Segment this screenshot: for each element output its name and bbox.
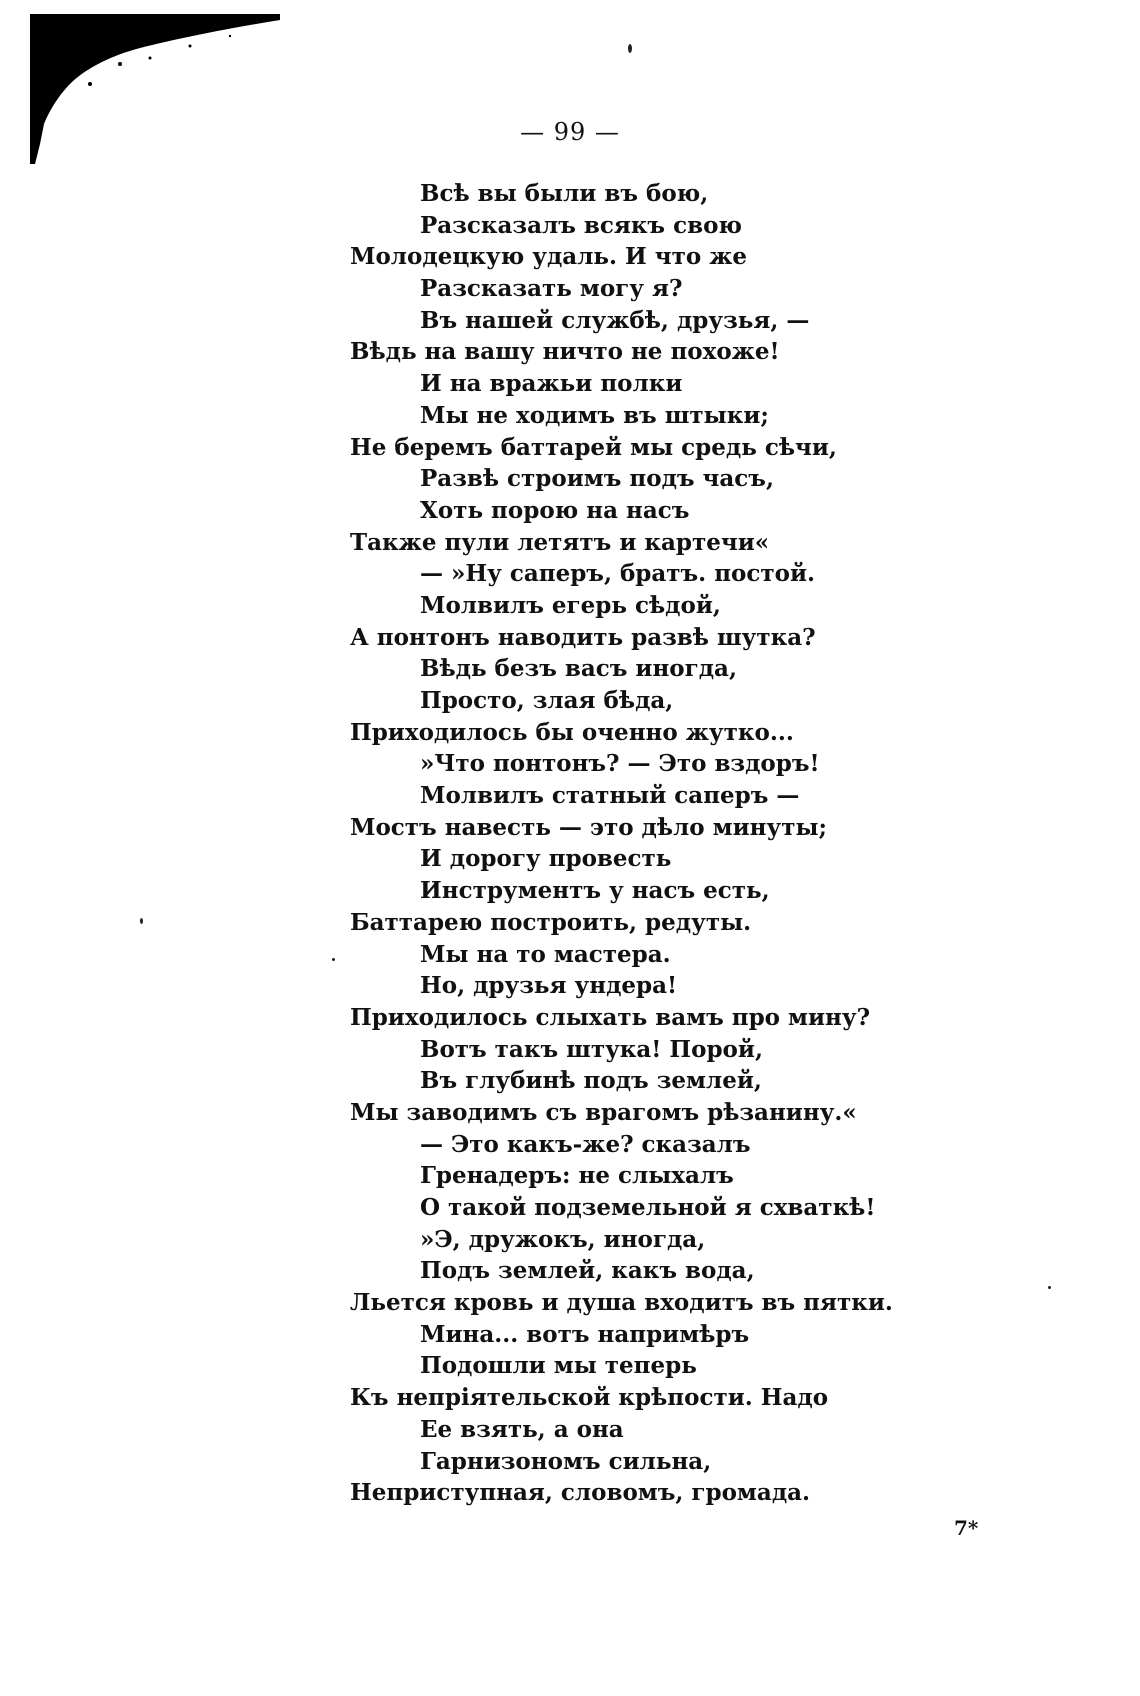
poem-line: — »Ну саперъ, братъ. постой.: [420, 560, 816, 588]
poem-line: Но, друзья ундера!: [420, 972, 678, 1000]
poem-text: [350, 178, 970, 1509]
poem-line: Баттарею построить, редуты.: [350, 908, 752, 936]
poem-line: Приходилось бы оченно жутко...: [350, 718, 794, 746]
poem-line: Мы не ходимъ въ штыки;: [420, 401, 769, 429]
scan-speck: [140, 918, 143, 924]
poem-line: Ее взять, а она: [420, 1415, 624, 1443]
poem-line: И дорогу провесть: [420, 845, 672, 873]
poem-line: Льется кровь и душа входитъ въ пятки.: [350, 1289, 893, 1317]
poem-line: Развѣ строимъ подъ часъ,: [420, 465, 774, 493]
poem-line: Мы на то мастера.: [420, 940, 671, 968]
poem-line: Гарнизономъ сильна,: [420, 1447, 712, 1475]
poem-line: Вѣдь безъ васъ иногда,: [420, 655, 737, 683]
poem-line: Подошли мы теперь: [420, 1352, 697, 1380]
poem-line: Мы заводимъ съ врагомъ рѣзанину.«: [350, 1098, 857, 1126]
poem-line: Мостъ навесть — это дѣло минуты;: [350, 813, 828, 841]
poem-line: А понтонъ наводить развѣ шутка?: [350, 623, 816, 651]
poem-line: Молвилъ егерь сѣдой,: [420, 591, 721, 619]
poem-line: Вотъ такъ штука! Порой,: [420, 1035, 763, 1063]
poem-line: Также пули летятъ и картечи«: [350, 528, 770, 556]
poem-line: Въ глубинѣ подъ землей,: [420, 1067, 762, 1095]
poem-line: Подъ землей, какъ вода,: [420, 1257, 755, 1285]
poem-line: — Это какъ-же? сказалъ: [420, 1130, 751, 1158]
poem-line: Неприступная, словомъ, громада.: [350, 1479, 811, 1507]
poem-line: Разсказалъ всякъ свою: [420, 211, 742, 239]
poem-line: Вѣдь на вашу ничто не похоже!: [350, 338, 780, 366]
poem-line: Молвилъ статный саперъ —: [420, 782, 800, 810]
poem-line: Къ непріятельской крѣпости. Надо: [350, 1384, 829, 1412]
poem-line: Хоть порою на насъ: [420, 496, 690, 524]
poem-line: Въ нашей службѣ, друзья, —: [420, 306, 810, 334]
poem-line: Инструментъ у насъ есть,: [420, 877, 770, 905]
scan-speck: [1048, 1286, 1051, 1289]
poem-line: Мина... вотъ напримѣръ: [420, 1320, 750, 1348]
page-number: — 99 —: [520, 118, 620, 146]
scan-speck: [628, 44, 632, 53]
poem-line: »Что понтонъ? — Это вздоръ!: [420, 750, 820, 778]
poem-line: Просто, злая бѣда,: [420, 687, 674, 714]
poem-line: Всѣ вы были въ бою,: [420, 180, 709, 207]
poem-line: Молодецкую удаль. И что же: [350, 243, 748, 271]
printer-signature-mark: 7*: [954, 1516, 979, 1540]
poem-line: О такой подземельной я схваткѣ!: [420, 1194, 876, 1221]
scan-speck: [332, 958, 335, 961]
poem-line: »Э, дружокъ, иногда,: [420, 1225, 706, 1253]
poem-line: И на вражьи полки: [420, 370, 683, 398]
poem-line: Гренадеръ: не слыхалъ: [420, 1162, 734, 1190]
poem-line: Приходилось слыхать вамъ про мину?: [350, 1003, 871, 1031]
poem-line: Не беремъ баттарей мы средь сѣчи,: [350, 433, 837, 461]
poem-line: Разсказать могу я?: [420, 275, 683, 303]
